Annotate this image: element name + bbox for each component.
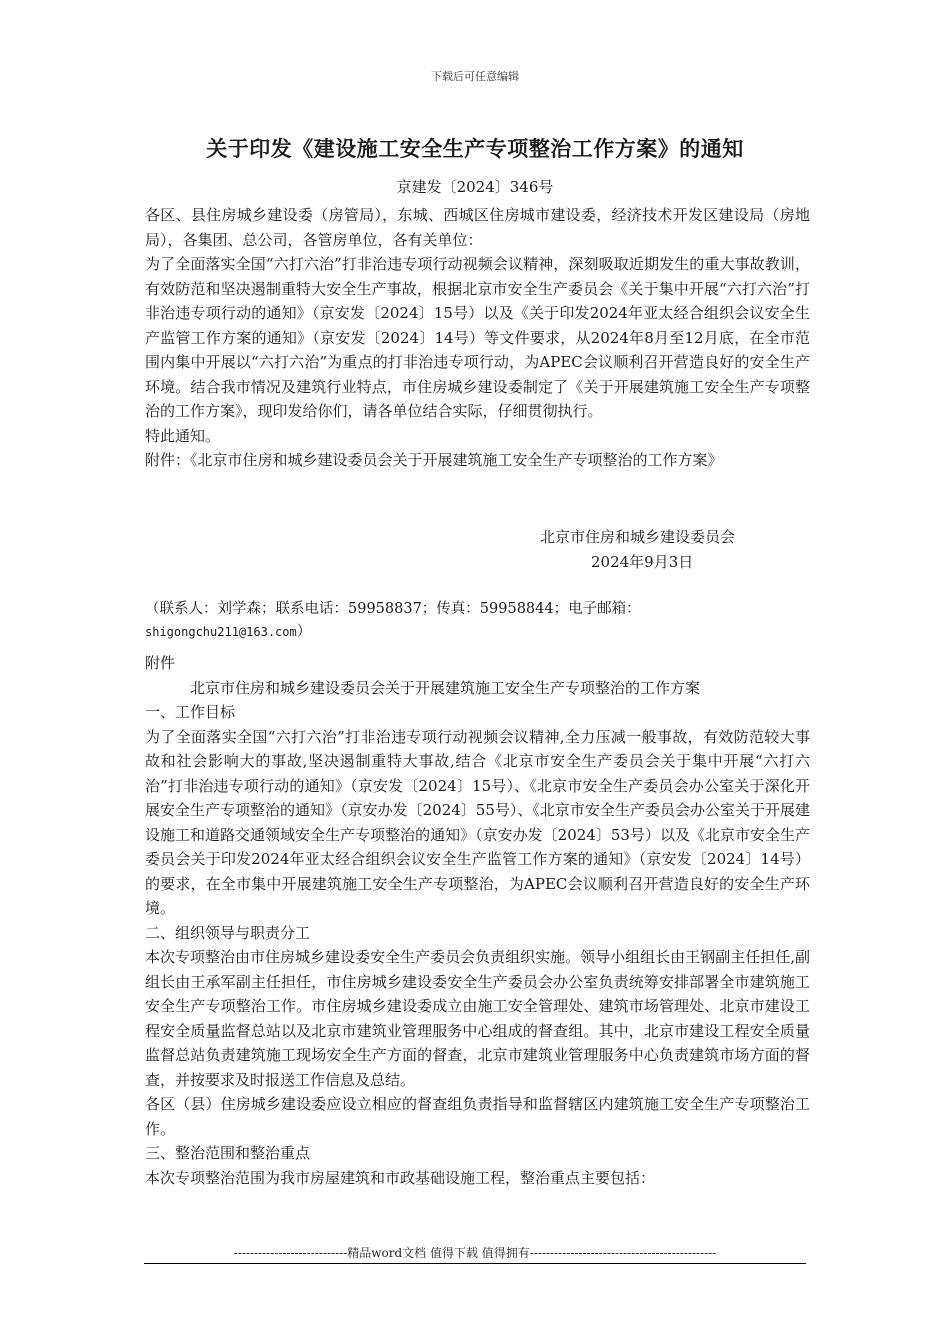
special-notice: 特此通知。 bbox=[145, 426, 221, 445]
signature-date: 2024年9月3日 bbox=[591, 553, 694, 571]
document-number: 京建发〔2024〕346号 bbox=[396, 178, 554, 196]
section-2-heading: 二、组织领导与职责分工 bbox=[145, 923, 311, 942]
contact-line: （联系人：刘学森；联系电话：59958837；传真：59958844；电子邮箱： bbox=[145, 601, 641, 617]
appendix-title: 北京市住房和城乡建设委员会关于开展建筑施工安全生产专项整治的工作方案 bbox=[190, 678, 701, 697]
contact-close: ） bbox=[296, 624, 312, 640]
contact-info bbox=[145, 598, 810, 644]
header-note: 下载后可任意编辑 bbox=[431, 70, 519, 83]
document-title: 关于印发《建设施工安全生产专项整治工作方案》的通知 bbox=[206, 137, 744, 161]
section-1-body: 为了全面落实全国“六打六治”打非治违专项行动视频会议精神,全力压减一般事故，有效防范较大事故和社会影响大的事故,坚决遏制重特大事故,结合《北京市安全生产委员会关于集中开展“六打六治”打非治违专项行动的通知》（京安发〔2024〕15号）、《北京市安全生产委员会办公室关于深化开展安全生产专项整治的通知》（京安办发〔2024〕55号）、《北京市安全生产委员会办公室关于开展建设施工和道路交通领域安全生产专项整治的通知》（京安办发〔2024〕53号）以及《北京市安全生产委员会关于印发2024年亚太经合组织会议安全生产监管工作方案的通知》（京安发〔2024〕14号）的要求，在全市集中开展建筑施工安全生产专项整治，为APEC会议顺利召开营造良好的安全生产环境。 bbox=[145, 727, 810, 917]
footer-banner: ----------------------------精品word文档 值得下载 值得拥有---------------------------------------------- bbox=[233, 1246, 717, 1260]
notice-body bbox=[145, 203, 810, 473]
footer-rule bbox=[144, 1263, 806, 1264]
attachment-line: 附件：《北京市住房和城乡建设委员会关于开展建筑施工安全生产专项整治的工作方案》 bbox=[145, 451, 723, 469]
section-2-body-2: 各区（县）住房城乡建设委应设立相应的督查组负责指导和监督辖区内建筑施工安全生产专项整治工作。 bbox=[145, 1095, 810, 1138]
appendix-body bbox=[145, 651, 810, 1190]
section-3-body: 本次专项整治范围为我市房屋建筑和市政基础设施工程，整治重点主要包括： bbox=[145, 1168, 656, 1187]
section-3-heading: 三、整治范围和整治重点 bbox=[145, 1144, 311, 1162]
contact-email: shigongchu211@163.com bbox=[145, 625, 297, 639]
signature-org: 北京市住房和城乡建设委员会 bbox=[540, 528, 736, 546]
recipients-paragraph: 各区、县住房城乡建设委（房管局），东城、西城区住房城市建设委，经济技术开发区建设局（房地局），各集团、总公司，各管房单位，各有关单位： bbox=[145, 206, 810, 249]
intro-paragraph: 为了全面落实全国“六打六治”打非治违专项行动视频会议精神，深刻吸取近期发生的重大事故教训，有效防范和坚决遏制重特大安全生产事故，根据北京市安全生产委员会《关于集中开展“六打六治”打非治违专项行动的通知》（京安发〔2024〕15号）以及《关于印发2024年亚太经合组织会议安全生产监管工作方案的通知》（京安发〔2024〕14号）等文件要求，从2024年8月至12月底，在全市范围内集中开展以“六打六治”为重点的打非治违专项行动，为APEC会议顺利召开营造良好的安全生产环境。结合我市情况及建筑行业特点，市住房城乡建设委制定了《关于开展建筑施工安全生产专项整治的工作方案》，现印发给你们，请各单位结合实际，仔细贯彻执行。 bbox=[145, 255, 810, 420]
appendix-label: 附件 bbox=[145, 654, 176, 672]
section-1-heading: 一、工作目标 bbox=[145, 703, 236, 721]
contact-email-line bbox=[145, 621, 810, 644]
section-2-body-1: 本次专项整治由市住房城乡建设委安全生产委员会负责组织实施。领导小组组长由王钢副主任担任,副组长由王承军副主任担任，市住房城乡建设委安全生产委员会办公室负责统筹安排部署全市建筑施工安全生产专项整治工作。市住房城乡建设委成立由施工安全管理处、建筑市场管理处、北京市建设工程安全质量监督总站以及北京市建筑业管理服务中心组成的督查组。其中，北京市建设工程安全质量监督总站负责建筑施工现场安全生产方面的督查，北京市建筑业管理服务中心负责建筑市场方面的督查，并按要求及时报送工作信息及总结。 bbox=[145, 948, 810, 1089]
